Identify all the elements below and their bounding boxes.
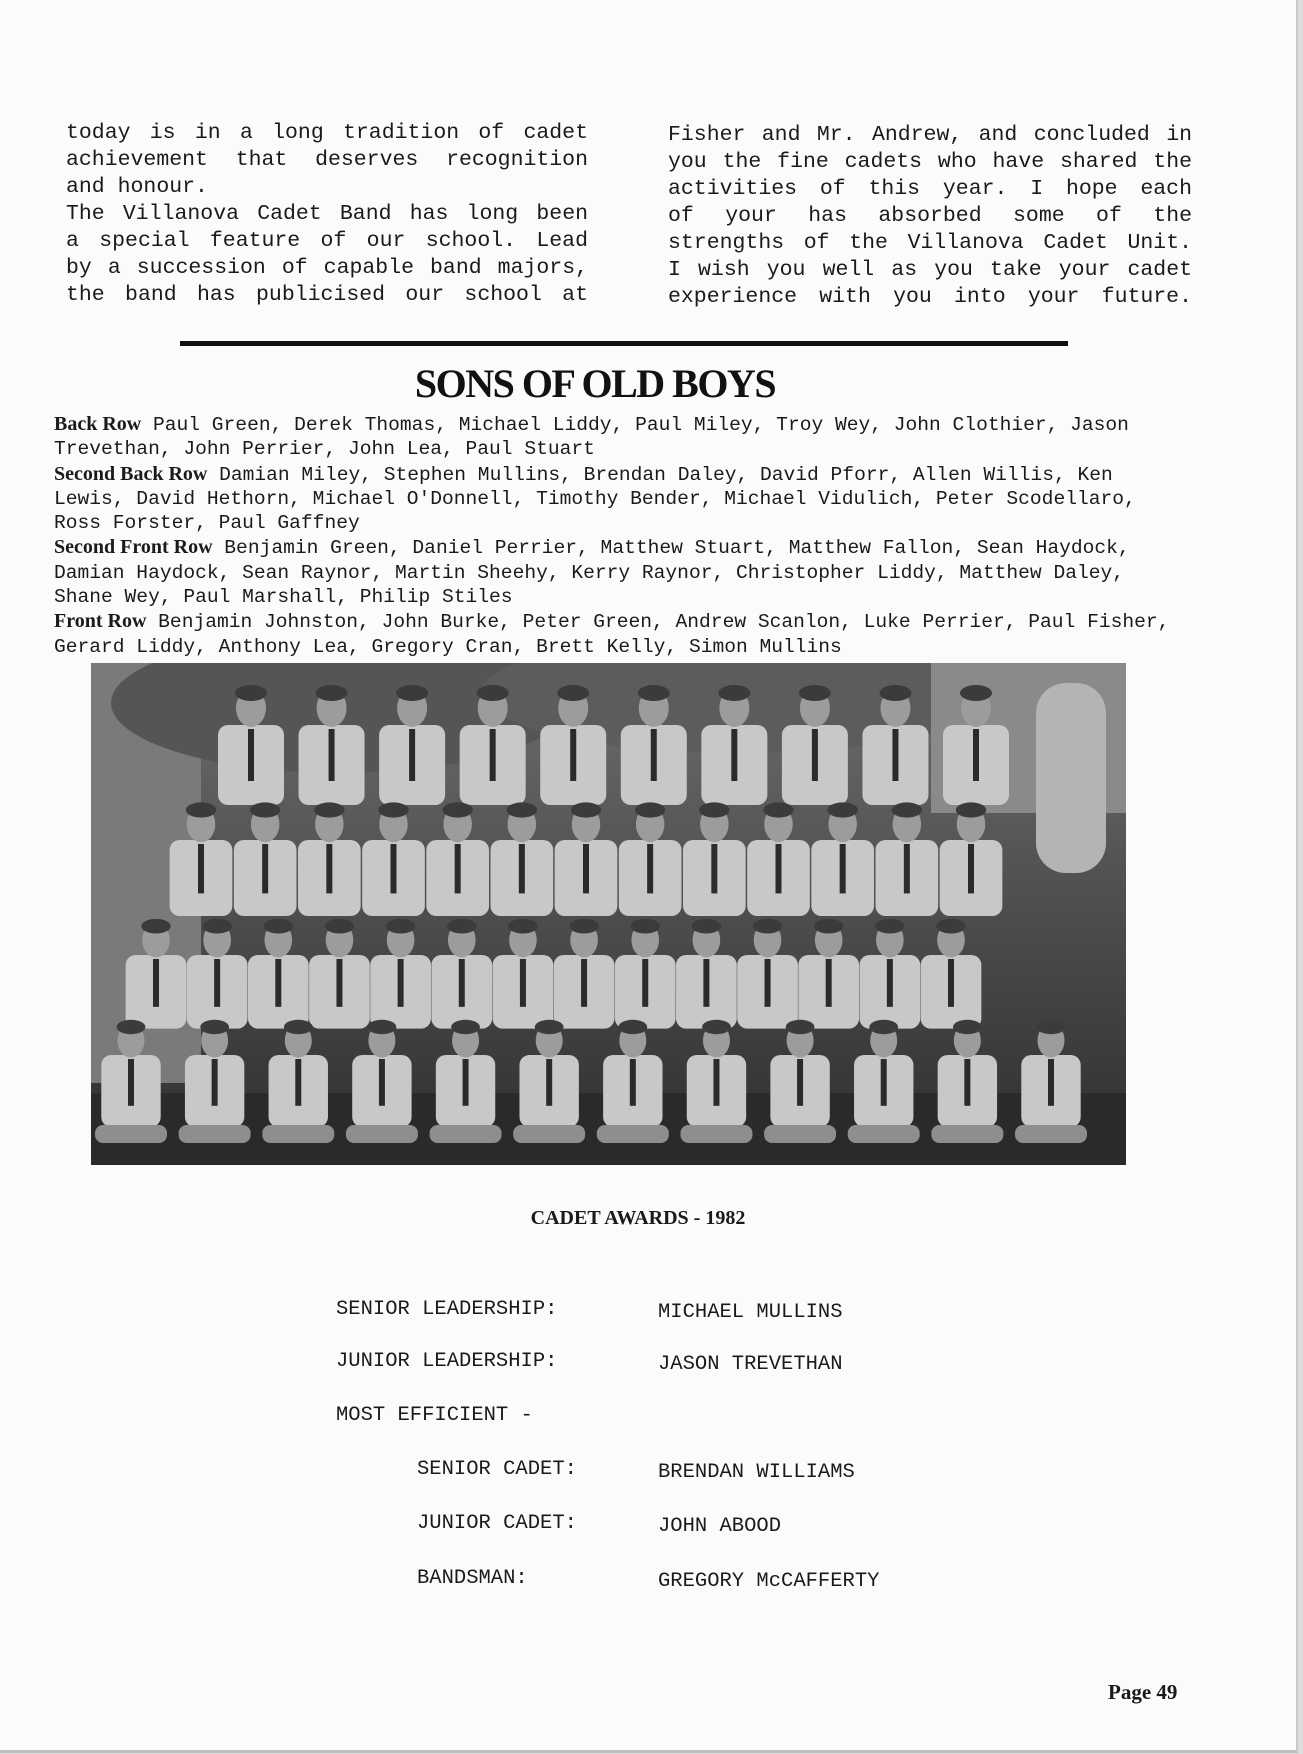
award-value: MICHAEL MULLINS bbox=[658, 1301, 843, 1324]
award-value: BRENDAN WILLIAMS bbox=[658, 1461, 855, 1484]
section-divider bbox=[180, 341, 1068, 346]
text-line: The Villanova Cadet Band has long been bbox=[66, 202, 588, 226]
award-value: JOHN ABOOD bbox=[658, 1515, 782, 1538]
left-text-column bbox=[66, 120, 588, 309]
row-names: Paul Green, Derek Thomas, Michael Liddy, Paul Miley, Troy Wey, John Clothier, Jason Trevethan, John Perrier, John Lea, Paul Stuart bbox=[54, 414, 1129, 461]
award-label: MOST EFFICIENT - bbox=[336, 1404, 533, 1427]
award-value: JASON TREVETHAN bbox=[658, 1353, 843, 1376]
award-label: JUNIOR LEADERSHIP: bbox=[336, 1350, 558, 1373]
row-label: Back Row bbox=[54, 413, 142, 435]
group-photo bbox=[91, 663, 1126, 1165]
row-label: Front Row bbox=[54, 610, 147, 633]
text-line: I wish you well as you take your cadet bbox=[668, 258, 1192, 282]
text-line: of your has absorbed some of the bbox=[668, 204, 1192, 228]
group-photo-image bbox=[91, 663, 1126, 1165]
award-label: SENIOR LEADERSHIP: bbox=[336, 1298, 558, 1321]
text-line: achievement that deserves recognition bbox=[66, 148, 588, 172]
text-line: activities of this year. I hope each bbox=[668, 177, 1192, 201]
row-names: Benjamin Green, Daniel Perrier, Matthew Stuart, Matthew Fallon, Sean Haydock, Damian Haydock, Sean Raynor, Martin Sheehy, Kerry Raynor, Christopher Liddy, Matthew Daley, Shane Wey, Paul Marshall, Philip Stiles bbox=[54, 537, 1130, 609]
row-label: Second Back Row bbox=[54, 462, 208, 485]
caption-row-second-front bbox=[54, 535, 1184, 609]
awards-title: CADET AWARDS - 1982 bbox=[530, 1207, 746, 1229]
text-line: a special feature of our school. Lead bbox=[66, 229, 588, 253]
caption-row-front bbox=[54, 609, 1184, 659]
text-line: you the fine cadets who have shared the bbox=[668, 150, 1192, 174]
award-label: SENIOR CADET: bbox=[417, 1458, 577, 1481]
text-line: and honour. bbox=[66, 175, 208, 199]
text-line: the band has publicised our school at bbox=[66, 283, 588, 307]
award-label: BANDSMAN: bbox=[417, 1567, 528, 1590]
caption-row-second-back bbox=[54, 462, 1184, 536]
caption-row-back bbox=[54, 412, 1184, 462]
text-line: today is in a long tradition of cadet bbox=[66, 121, 588, 145]
right-text-column bbox=[668, 122, 1192, 311]
row-names: Damian Miley, Stephen Mullins, Brendan Daley, David Pforr, Allen Willis, Ken Lewis, David Hethorn, Michael O'Donnell, Timothy Bender, Michael Vidulich, Peter Scodellaro, Ross Forster, Paul Gaffney bbox=[54, 463, 1136, 535]
text-line: experience with you into your future. bbox=[668, 285, 1192, 309]
award-label: JUNIOR CADET: bbox=[417, 1512, 577, 1535]
page-number: Page 49 bbox=[1108, 1680, 1178, 1704]
text-line: strengths of the Villanova Cadet Unit. bbox=[668, 231, 1192, 255]
text-line: by a succession of capable band majors, bbox=[66, 256, 588, 280]
photo-caption bbox=[54, 412, 1184, 659]
section-title: SONS OF OLD BOYS bbox=[414, 361, 776, 406]
row-names: Benjamin Johnston, John Burke, Peter Green, Andrew Scanlon, Luke Perrier, Paul Fisher, Gerard Liddy, Anthony Lea, Gregory Cran, Brett Kelly, Simon Mullins bbox=[54, 611, 1170, 658]
text-line: Fisher and Mr. Andrew, and concluded in bbox=[668, 123, 1192, 147]
row-label: Second Front Row bbox=[54, 536, 213, 559]
award-value: GREGORY McCAFFERTY bbox=[658, 1570, 880, 1593]
